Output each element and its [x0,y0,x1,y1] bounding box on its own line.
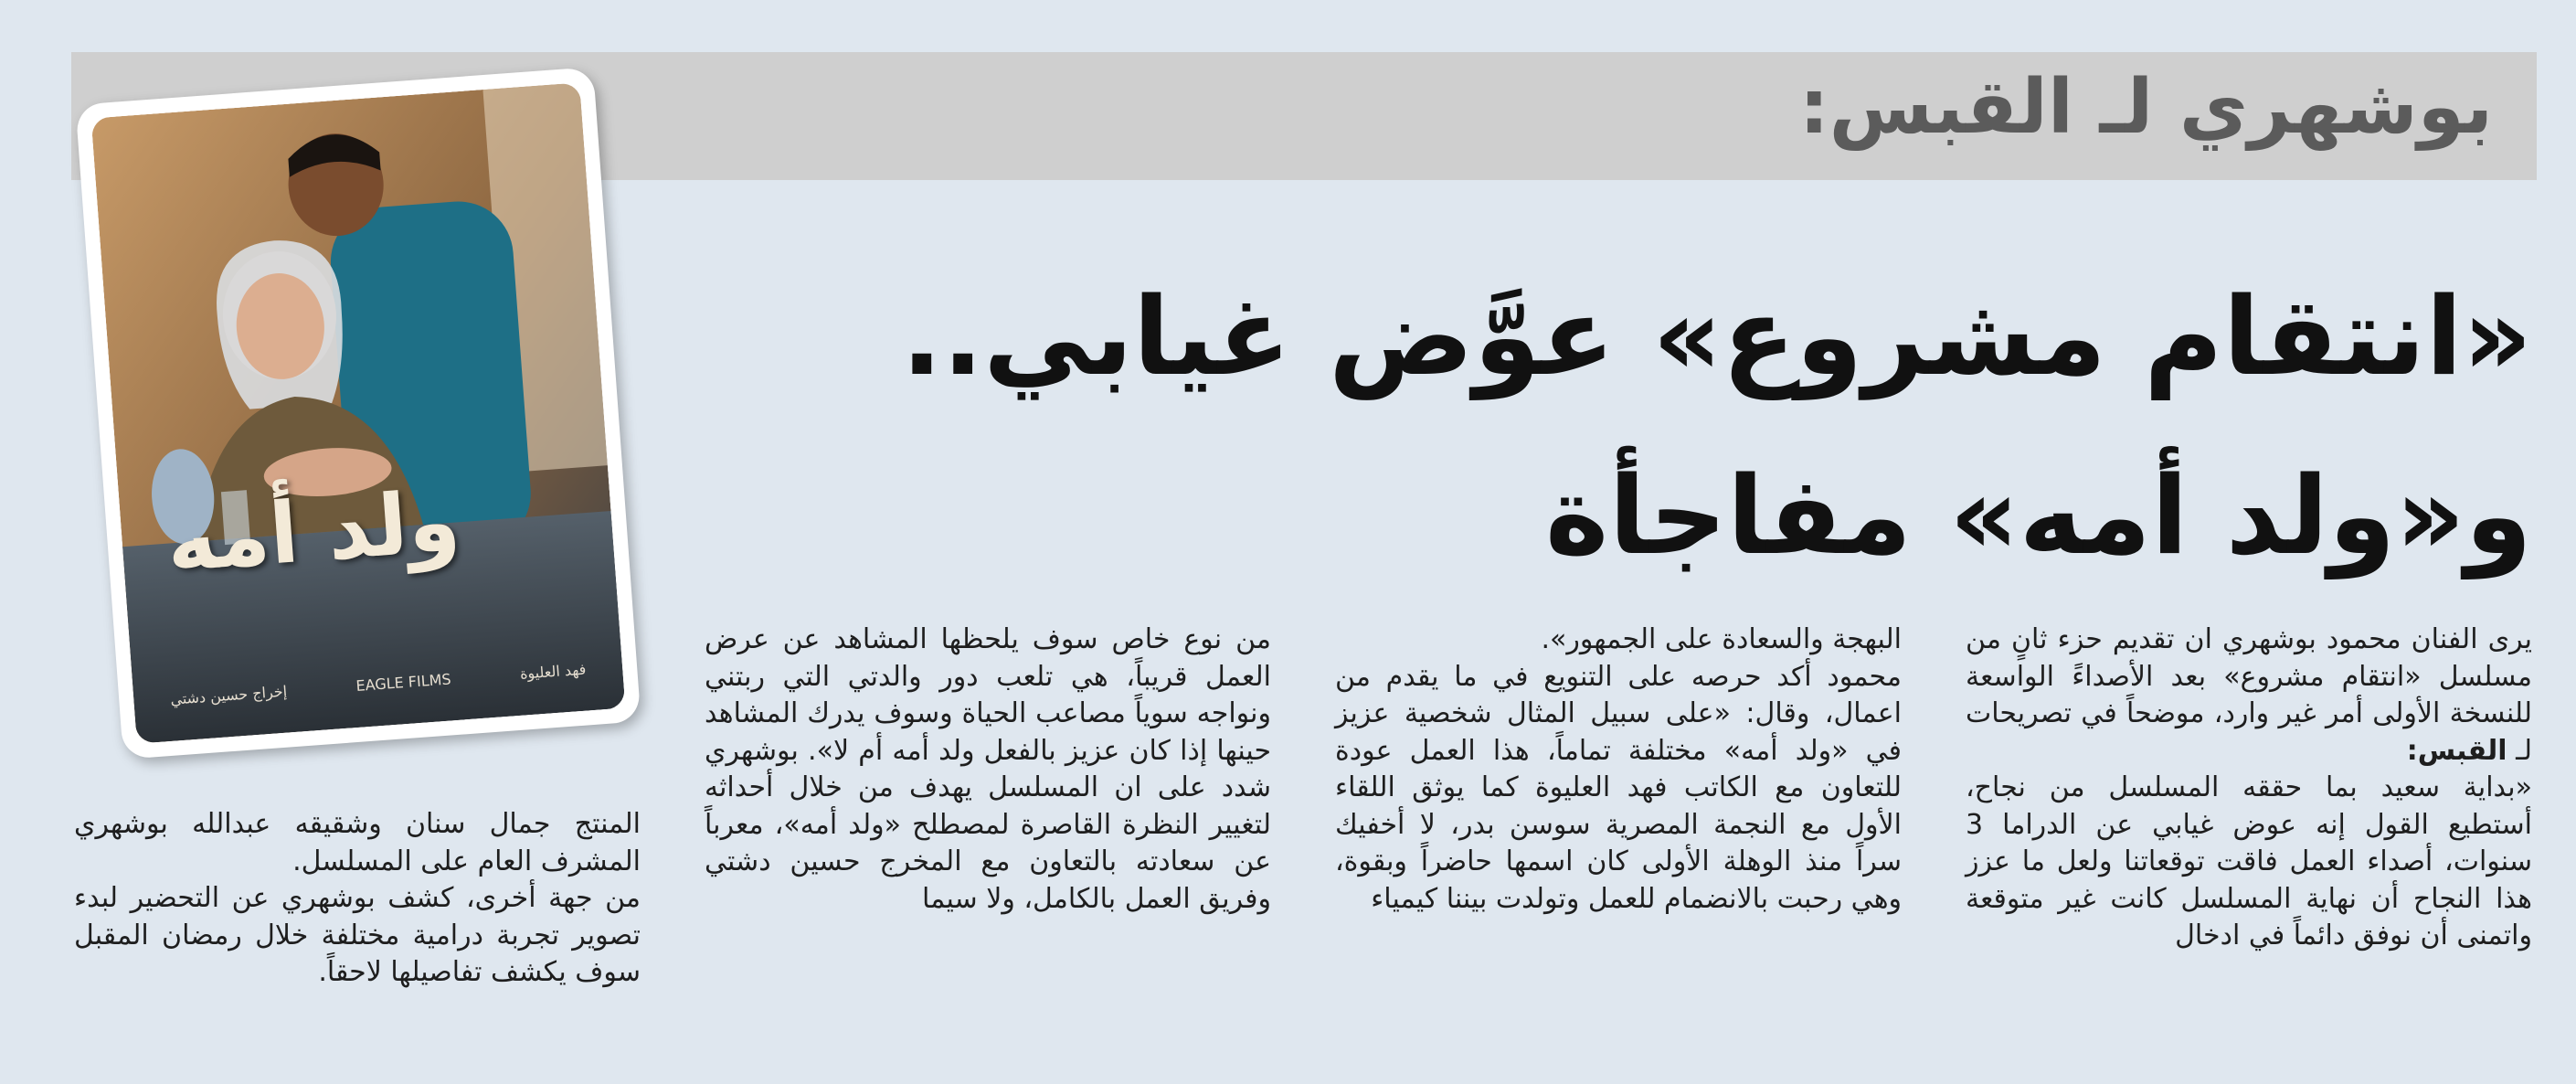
column-2-paragraph-1: البهجة والسعادة على الجمهور». [1541,623,1902,655]
column-3-paragraph-1: من نوع خاص سوف يلحظها المشاهد عن عرض العمل قريباً، هي تلعب دور والدتي التي ربتني ونواجه سوياً مصاعب الحياة وسوف يدرك المشاهد حينها إذا كان عزيز بالفعل ولد أمه أم لا». بوشهري شدد على ان المسلسل يهدف من خلال أحداثه لتغيير النظرة القاصرة لمصطلح «ولد أمه»، معرباً عن سعادته بالتعاون مع المخرج حسين دشتي وفريق العمل بالكامل، ولا سيما [705,623,1271,915]
column-2-paragraph-2: محمود أكد حرصه على التنويع في ما يقدم من اعمال، وقال: «على سبيل المثال شخصية عزيز في «ولد أمه» مختلفة تماماً، هذا العمل عودة للتعاون مع الكاتب فهد العليوة كما يوثق اللقاء الأول مع النجمة المصرية سوسن بدر، لا أخفيك سراً منذ الوهلة الأولى كان اسمها حاضراً وبقوة، وهي رحبت بالانضمام للعمل وتولدت بيننا كيمياء [1335,660,1902,915]
article-column-4 [74,806,641,992]
poster-title: ولد أمه [163,472,463,591]
article-column-2 [1335,622,1902,918]
headline [659,247,2532,605]
poster-credit-right: فهد العليوة [519,660,587,683]
column-1-intro-text: يرى الفنان محمود بوشهري ان تقديم حزء ثانٍ من مسلسل «انتقام مشروع» بعد الأصداءً الواسعة للنسخة الأولى أمر غير وارد، موضحاً في تصريحات لـ [1966,623,2532,767]
column-4-paragraph-2: من جهة أخرى، كشف بوشهري عن التحضير لبدء تصوير تجربة درامية مختلفة خلال رمضان المقبل سوف يكشف تفاصيلها لاحقاً. [74,882,641,988]
headline-line-1: «انتقام مشروع» عوَّض غيابي.. [901,273,2532,399]
article-column-1 [1966,622,2532,955]
column-4-paragraph-1: المنتج جمال سنان وشقيقه عبدالله بوشهري المشرف العام على المسلسل. [74,808,641,877]
poster-illustration [91,82,626,743]
article-column-3 [705,622,1271,918]
photo-frame [75,67,641,760]
poster-credit-left: إخراج حسين دشتي [169,682,288,708]
kicker-title: بوشهري لـ القبس: [1798,64,2493,151]
column-1-paragraph-1 [1966,622,2532,770]
poster-photo [91,82,626,743]
headline-line-2: و«ولد أمه» مفاجأة [1544,452,2532,579]
newspaper-name: القبس: [2406,734,2507,767]
column-1-paragraph-2: «بداية سعيد بما حققه المسلسل من نجاح، أستطيع القول إنه عوض غيابي عن الدراما 3 سنوات، أصداء العمل فاقت توقعاتنا ولعل ما عزز هذا النجاح أن نهاية المسلسل كانت غير متوقعة واتمنى أن نوفق دائماً في ادخال [1966,771,2532,951]
poster-credit-logo: EAGLE FILMS [355,670,452,695]
